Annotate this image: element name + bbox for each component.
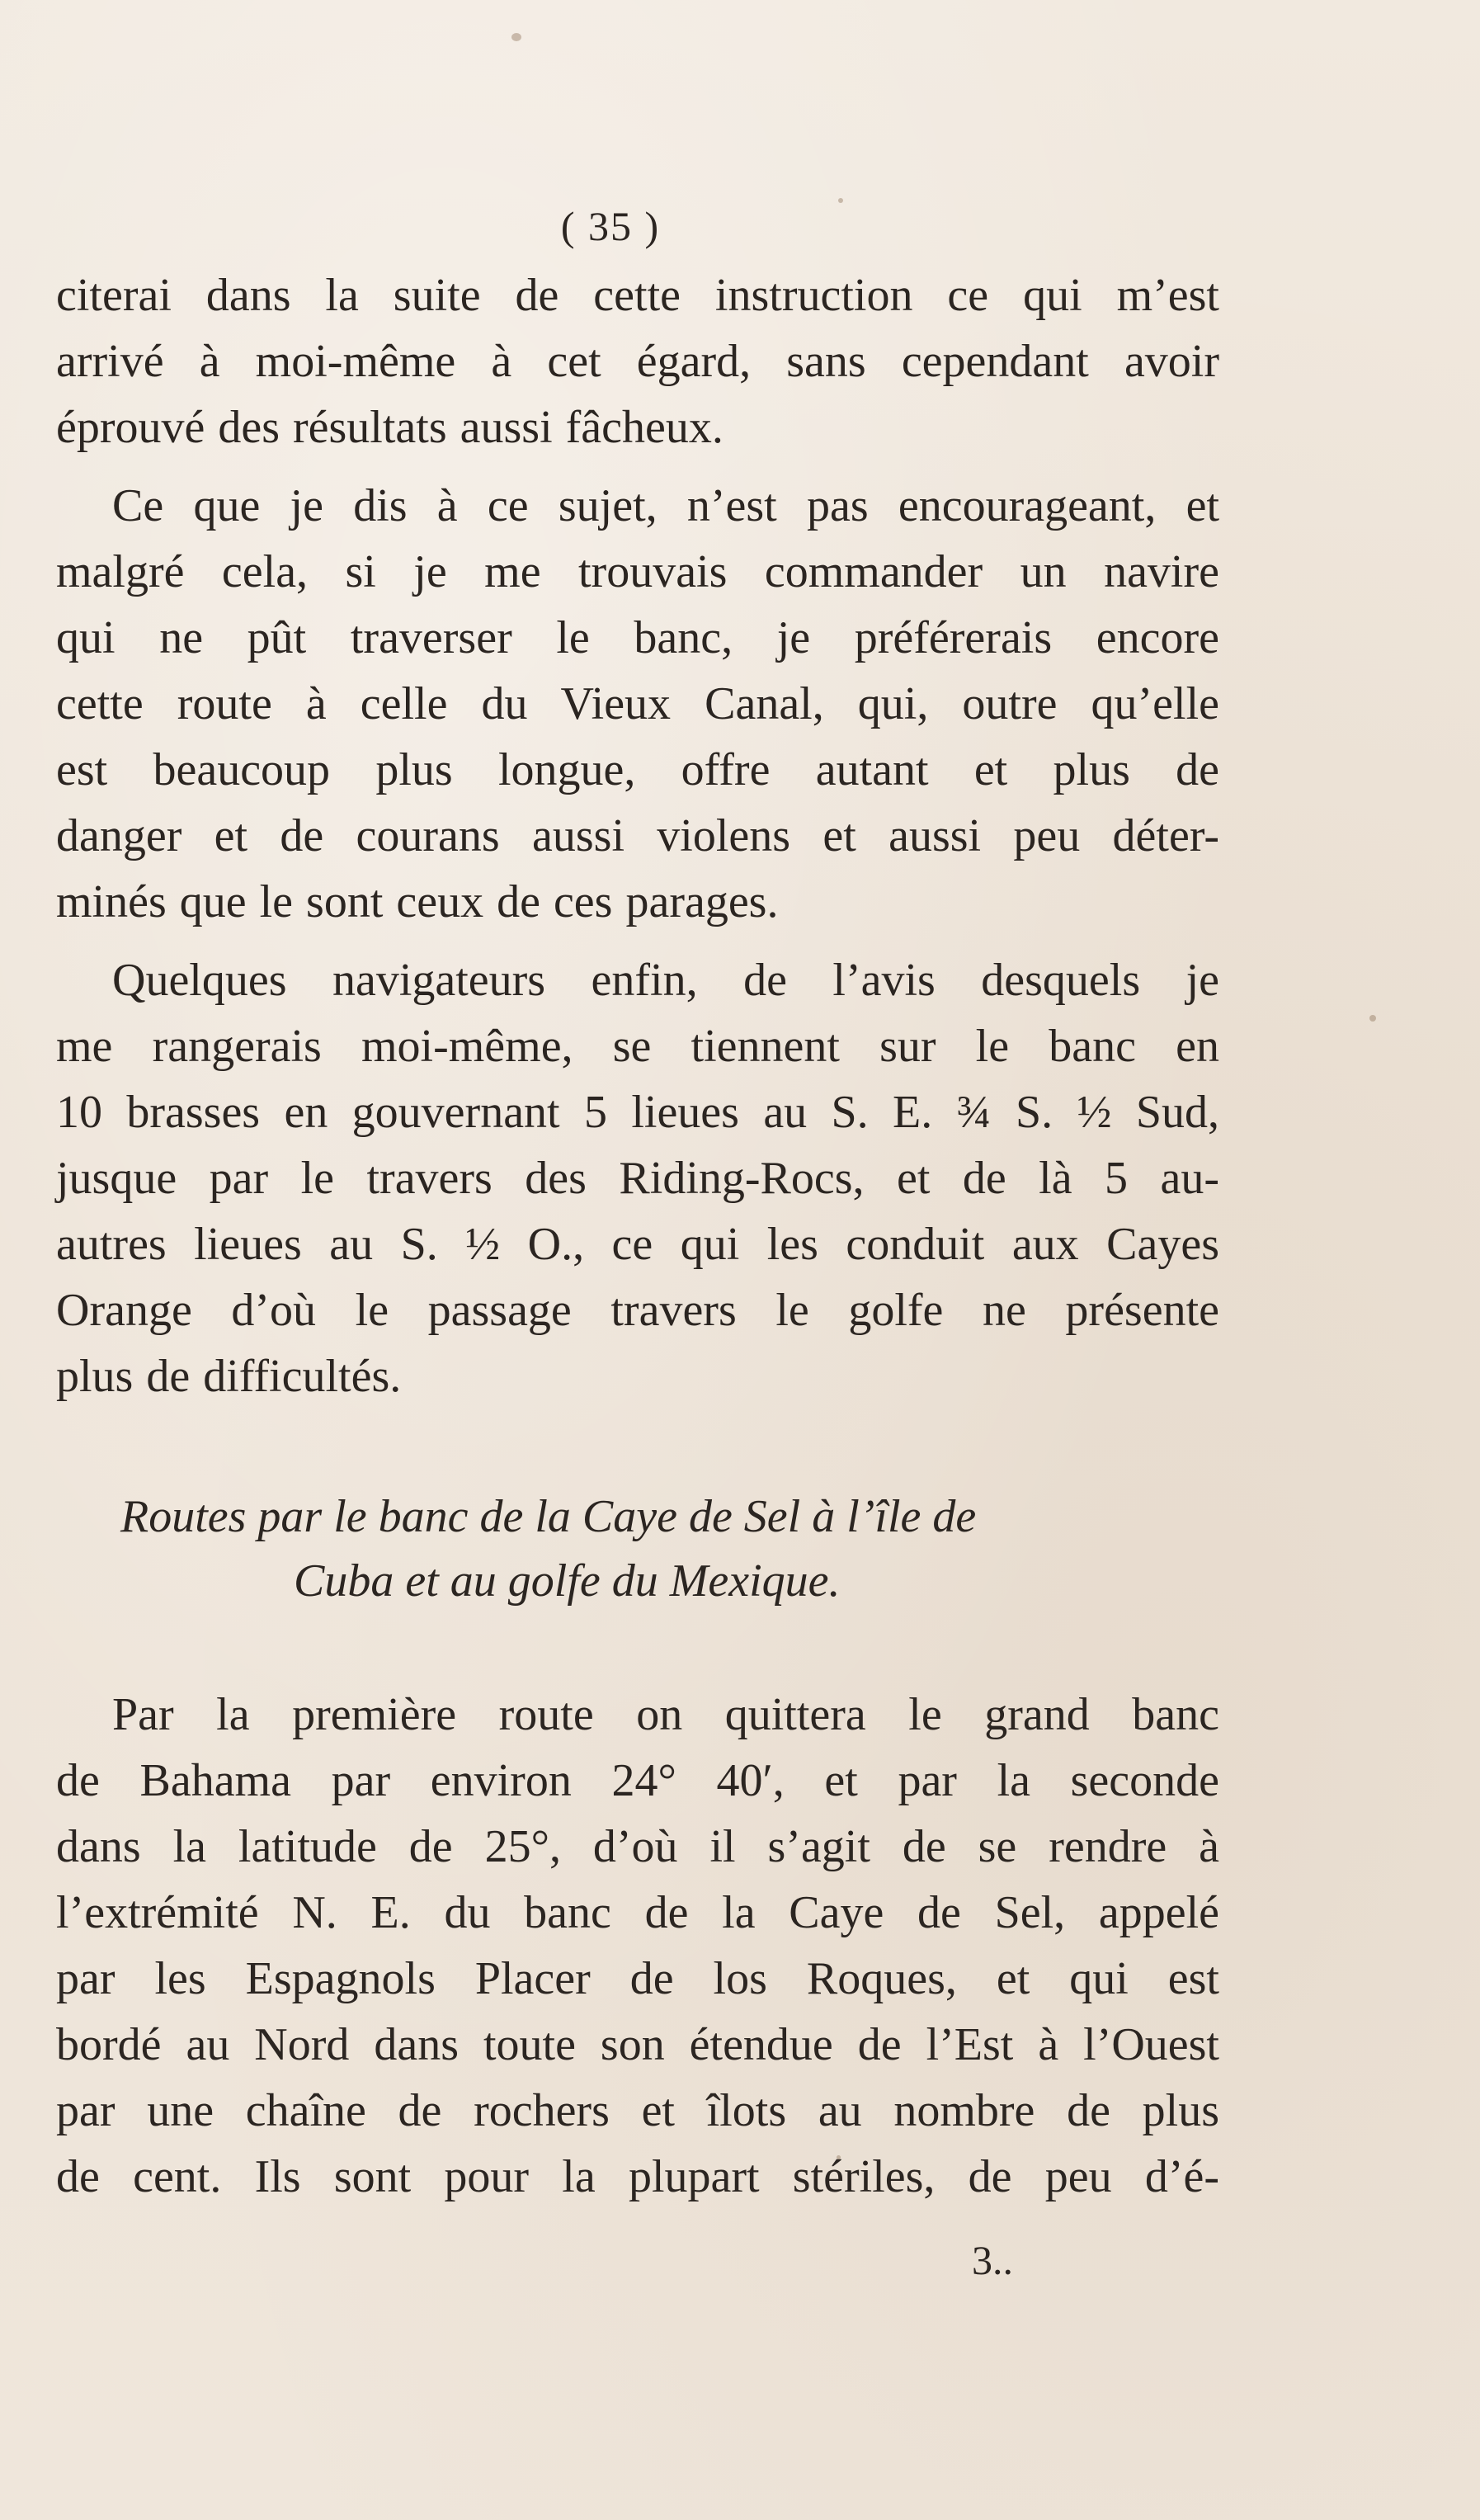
text-line: par une chaîne de rochers et îlots au nombre de plus — [56, 2085, 1219, 2136]
section-heading: Cuba et au golfe du Mexique. — [294, 1555, 841, 1607]
text-line: Orange d’où le passage travers le golfe ne présente — [56, 1285, 1219, 1336]
text-line: de cent. Ils sont pour la plupart stériles, de peu d’é- — [56, 2151, 1219, 2202]
text-line: danger et de courans aussi violens et aussi peu déter- — [56, 810, 1219, 861]
text-line: arrivé à moi-même à cet égard, sans cependant avoir — [56, 336, 1219, 387]
text-line: 10 brasses en gouvernant 5 lieues au S. E. ¾ S. ½ Sud, — [56, 1087, 1219, 1138]
text-line: éprouvé des résultats aussi fâcheux. — [56, 402, 724, 453]
text-line: bordé au Nord dans toute son étendue de l’Est à l’Ouest — [56, 2019, 1219, 2070]
text-line: plus de difficultés. — [56, 1351, 402, 1402]
text-line: Quelques navigateurs enfin, de l’avis desquels je — [112, 955, 1219, 1006]
text-line: par les Espagnols Placer de los Roques, et qui est — [56, 1953, 1219, 2004]
text-line: cette route à celle du Vieux Canal, qui, outre qu’elle — [56, 678, 1219, 729]
text-line: me rangerais moi-même, se tiennent sur le banc en — [56, 1021, 1219, 1072]
page-number: ( 35 ) — [560, 203, 661, 249]
paper-speck — [1369, 1015, 1376, 1022]
text-line: jusque par le travers des Riding-Rocs, et de là 5 au- — [56, 1153, 1219, 1204]
text-line: l’extrémité N. E. du banc de la Caye de Sel, appelé — [56, 1887, 1219, 1938]
text-line: autres lieues au S. ½ O., ce qui les conduit aux Cayes — [56, 1219, 1219, 1270]
section-heading: Routes par le banc de la Caye de Sel à l’île de — [120, 1491, 977, 1542]
paper-speck — [511, 33, 521, 41]
text-line: de Bahama par environ 24° 40′, et par la seconde — [56, 1755, 1219, 1806]
text-line: malgré cela, si je me trouvais commander un navire — [56, 546, 1219, 597]
signature-mark: 3.. — [972, 2237, 1013, 2283]
text-line: minés que le sont ceux de ces parages. — [56, 876, 779, 927]
text-line: Par la première route on quittera le grand banc — [112, 1689, 1219, 1740]
text-line: qui ne pût traverser le banc, je préférerais encore — [56, 612, 1219, 663]
text-line: Ce que je dis à ce sujet, n’est pas encourageant, et — [112, 480, 1219, 531]
text-line: citerai dans la suite de cette instruction ce qui m’est — [56, 270, 1219, 321]
text-line: dans la latitude de 25°, d’où il s’agit de se rendre à — [56, 1821, 1219, 1872]
text-line: est beaucoup plus longue, offre autant et plus de — [56, 744, 1219, 795]
